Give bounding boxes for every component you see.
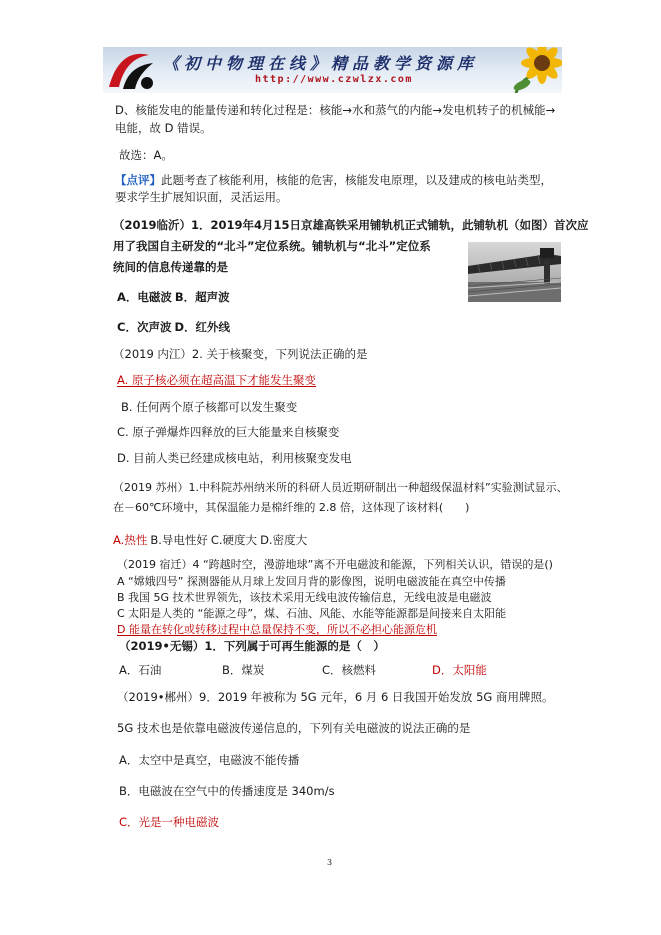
q-chenzhou-stem-line2: 5G 技术也是依靠电磁波传递信息的，下列有关电磁波的说法正确的是 — [117, 721, 471, 735]
analysis-option-d-line1: D、核能发电的能量传递和转化过程是：核能→水和蒸气的内能→发电机转子的机械能→ — [115, 103, 556, 117]
q-chenzhou-option-c[interactable]: C．光是一种电磁波 — [119, 815, 220, 829]
q-chenzhou-stem-line1: （2019•郴州）9．2019 年被称为 5G 元年，6 月 6 日我国开始发放 5G 商用牌照。 — [117, 690, 554, 704]
q-wuxi-option-c[interactable]: C．核燃料 — [322, 663, 377, 677]
comment-tag: 【点评】 — [115, 173, 161, 187]
track-laying-machine-photo — [468, 242, 561, 302]
analysis-comment-line1 — [115, 173, 552, 188]
analysis-comment-line2: 要求学生扩展知识面，灵活运用。 — [115, 190, 288, 204]
q-chenzhou-option-b[interactable]: B．电磁波在空气中的传播速度是 340m/s — [119, 784, 335, 798]
q-suqian-option-c[interactable]: C 太阳是人类的 “能源之母”，煤、石油、风能、水能等能源都是间接来自太阳能 — [117, 607, 507, 620]
q-suzhou-option-d[interactable]: D.密度大 — [260, 533, 308, 547]
q-wuxi-option-b[interactable]: B．煤炭 — [222, 663, 265, 677]
q-linyi-stem-line2: 用了我国自主研发的“北斗”定位系统。铺轨机与“北斗”定位系 — [113, 239, 431, 253]
q-linyi-options-row1 — [117, 290, 230, 305]
site-logo-icon — [103, 47, 159, 93]
header-banner — [103, 47, 562, 93]
q-suzhou-option-a[interactable]: A.热性 — [113, 533, 148, 547]
q-neijiang-option-b[interactable]: B. 任何两个原子核都可以发生聚变 — [121, 400, 298, 414]
q-suqian-option-b[interactable]: B 我国 5G 技术世界领先，该技术采用无线电波传输信息，无线电波是电磁波 — [117, 591, 492, 604]
q-linyi-option-d[interactable]: D．红外线 — [174, 320, 230, 334]
banner-title: 《初中物理在线》精品教学资源库 — [163, 54, 479, 73]
q-suzhou-options-row — [113, 533, 307, 548]
q-linyi-option-b[interactable]: B．超声波 — [174, 290, 230, 304]
q-linyi-options-row2 — [117, 320, 230, 335]
q-suqian-option-d[interactable]: D 能量在转化或转移过程中总量保持不变，所以不必担心能源危机 — [117, 623, 437, 636]
page-number: 3 — [327, 858, 333, 867]
q-chenzhou-option-a[interactable]: A．太空中是真空，电磁波不能传播 — [119, 753, 300, 767]
q-wuxi-stem: （2019•无锡）1．下列属于可再生能源的是（ ） — [119, 639, 385, 653]
q-linyi-stem-line1: （2019临沂）1．2019年4月15日京雄高铁采用铺轨机正式铺轨，此铺轨机（如图）首次应 — [113, 218, 589, 232]
q-wuxi-option-d[interactable]: D．太阳能 — [432, 663, 487, 677]
q-neijiang-stem: （2019 内江）2. 关于核聚变，下列说法正确的是 — [113, 347, 368, 361]
analysis-option-d-line2: 电能，故 D 错误。 — [115, 121, 212, 135]
q-suzhou-option-b[interactable]: B.导电性好 — [150, 533, 208, 547]
q-suzhou-option-c[interactable]: C.硬度大 — [210, 533, 258, 547]
q-wuxi-option-a[interactable]: A．石油 — [119, 663, 162, 677]
q-neijiang-option-c[interactable]: C. 原子弹爆炸四释放的巨大能量来自核聚变 — [117, 425, 340, 439]
q-suqian-stem: （2019 宿迁）4 “跨越时空，漫游地球”离不开电磁波和能源，下列相关认识，错误的是() — [117, 558, 553, 571]
q-suzhou-stem-line2: 在－60℃环境中，其保温能力是棉纤维的 2.8 倍，这体现了该材料( ) — [113, 501, 470, 514]
sunflower-icon — [510, 47, 562, 93]
q-linyi-option-c[interactable]: C．次声波 — [117, 320, 172, 334]
q-neijiang-option-a[interactable]: A. 原子核必须在超高温下才能发生聚变 — [117, 373, 316, 387]
q-suzhou-stem-line1: （2019 苏州）1.中科院苏州纳米所的科研人员近期研制出一种超级保温材料”实验测试显示、 — [113, 481, 568, 494]
q-suqian-option-a[interactable]: A “嫦娥四号” 探测器能从月球上发回月背的影像图，说明电磁波能在真空中传播 — [117, 575, 506, 588]
q-linyi-stem-line3: 统间的信息传递靠的是 — [113, 260, 228, 274]
banner-url[interactable]: http://www.czwlzx.com — [255, 74, 413, 85]
comment-text: 此题考查了核能利用，核能的危害，核能发电原理，以及建成的核电站类型， — [161, 173, 552, 187]
q-linyi-option-a[interactable]: A．电磁波 — [117, 290, 172, 304]
analysis-answer: 故选：A。 — [119, 148, 173, 162]
q-neijiang-option-d[interactable]: D. 目前人类已经建成核电站，利用核聚变发电 — [117, 451, 352, 465]
